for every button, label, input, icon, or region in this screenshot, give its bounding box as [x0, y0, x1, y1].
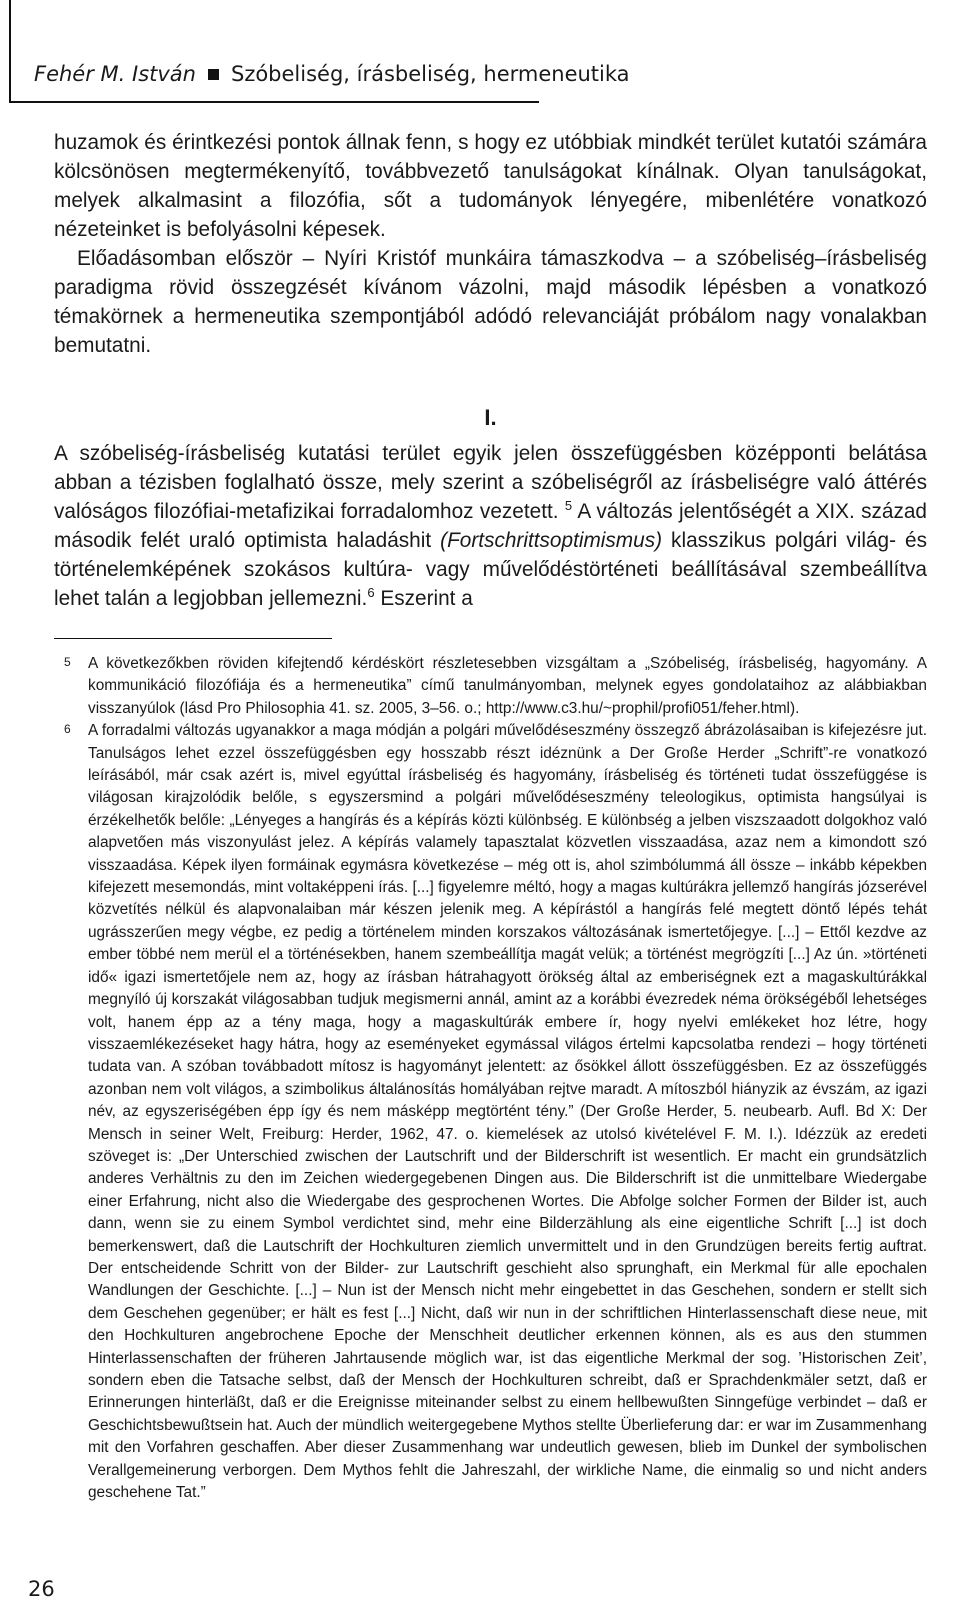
- header-frame-bottom-line: [9, 101, 539, 103]
- main-text: [54, 128, 927, 1504]
- footnote-separator: [54, 638, 332, 639]
- footnote-5: [54, 653, 927, 720]
- square-bullet-icon: [208, 69, 219, 80]
- page-number: 26: [28, 1577, 55, 1601]
- running-head-title: Szóbeliség, írásbeliség, hermeneutika: [230, 62, 630, 86]
- header-frame-left-line: [9, 0, 11, 102]
- body-paragraph-3-part-a: A szóbeliség-írásbeliség kutatási terület egyik jelen összefüggésben középponti belátása abban a tézisben foglalható össze, mely szerint a szóbeliségről az írásbeliségre való áttérés valóságos filozófiai-metafizikai forradalomhoz vezetett.: [54, 442, 927, 523]
- footnote-6: [54, 720, 927, 1504]
- body-paragraph-3-part-b: A változás jelentőségét a XIX. század második felét uraló optimista haladáshit: [54, 500, 927, 552]
- body-paragraph-2: Előadásomban először – Nyíri Kristóf munkáira támaszkodva – a szóbeliség–írásbeliség paradigma rövid összegzését kívánom vázolni, majd második lépésben a vonatkozó témakörnek a hermeneutika szempontjából adódó relevanciáját próbálom nagy vonalakban bemutatni.: [54, 247, 927, 357]
- body-paragraph-3-part-c: klasszikus polgári világ- és történelemképének szokásos kultúra- vagy művelődéstörténeti beállításával szembeállítva lehet talán a legjobban jellemezni.: [54, 529, 927, 610]
- footnote-text: A következőkben röviden kifejtendő kérdéskört részletesebben vizsgáltam a „Szóbeliség, írásbeliség, hagyomány. A kommunikáció filozófiája és a hermeneutika” című tanulmányomban, melynek egyes gondolataihoz az alábbiakban visszanyúlok (lásd Pro Philosophia 41. sz. 2005, 3–56. o.; http://www.c3.hu/~prophil/profi051/feher.html).: [88, 655, 927, 717]
- footnote-ref-5[interactable]: 5: [564, 498, 573, 514]
- body-paragraph-3: [54, 439, 927, 613]
- section-heading-wrap: [54, 405, 927, 431]
- footnote-number: 5: [64, 655, 71, 669]
- body-paragraph-1: huzamok és érintkezési pontok állnak fenn, s hogy ez utóbbiak mindkét terület kutatói számára kölcsönösen megtermékenyítő, továbbvezető tanulságokat kínálnak. Olyan tanulságokat, melyek alkalmasint a filozófia, sőt a tudományok lényegére, mibenlétére vonatkozó nézeteinket is befolyásolni képesek.: [54, 131, 927, 241]
- footnote-ref-6[interactable]: 6: [367, 585, 375, 601]
- footnote-text: A forradalmi változás ugyanakkor a maga módján a polgári művelődéseszmény összegző ábrázolásaiban is kifejezésre jut. Tanulságos lehet ezzel összefüggésben egy hosszabb részt idéznünk a Der Große Herder „Schrift”-re vonatkozó leírásából, már csak azért is, mivel egyúttal írásbeliség és hagyomány, írásbeliség és történeti tudat összefüggése is világosan kirajzolódik belőle, s egyszersmind a polgári művelődéseszmény teleologikus, optimista hangsúlyai is érzékelhetők belőle: „Lényeges a hangírás és a képírás közti különbség. E különbség a jelben viszszaadott dolgokhoz való alapvetően más viszonyulást jelez. A képírás valamely tapasztalat közvetlen visszaadása, azaz nem a kimondott szó visszaadása. Képek ilyen formáinak egymásra következése – még ott is, ahol szimbólummá áll össze – inkább képekben kifejezett mesemondás, mint voltaképpeni írás. [...] figyelemre méltó, hogy a magas kultúrákra jellemző hangírás józserével közvetítés nélkül és alapvonalaiban már készen jelenik meg. A képírástól a hangírás felé megtett döntő lépés tehát ugrásszerűen megy végbe, ez pedig a történelem minden korszakos változásának ismertetőjegye. [...] – Ettől kezdve az ember többé nem merül el a történésekben, hanem szembeállítja magát velük; a történést megrögzíti [...] Az ún. »történeti idő« igazi ismertetőjele nem az, hogy az írásban hátrahagyott örökség által az emberiségnek ezt a magaskultúrákkal megnyíló új korszakát világosabban tudjuk megismerni annál, amint az a korábbi évezredek néma örökségéből lehetséges volt, hanem épp az a tény maga, hogy a magaskultúrák embere ír, hogy nyelvi emlékeket hoz létre, hogy visszaemlékezéseket hagy hátra, hogy az eseményeket egymással világos értelmi kapcsolatba rendezi – hogy történeti tudata van. A szóban továbbadott mítosz is hagyományt jelentett: az ősökkel állott összefüggésben. Ez az összefüggés azonban nem volt világos, a szimbolikus általánosítás homályában rejtve maradt. A mítoszból hiányzik az évszám, az igazi név, az egyszeriségében épp így és nem másképp megtörtént tény.” (Der Große Herder, 5. neubearb. Aufl. Bd X: Der Mensch in seiner Welt, Freiburg: Herder, 1962, 47. o. kiemelések az utolsó kivételével F. M. I.). Idézzük az eredeti szöveget is: „Der Unterschied zwischen der Lautschrift und der Bilderschrift ist wesentlich. Er macht ein grundsätzlich anderes Verhältnis zu den im Zeichen wiedergegebenen Dingen aus. Die Bilderschrift ist die unmittelbare Wiedergabe einer Erfahrung, nicht also die Wiedergabe des gesprochenen Wortes. Die Abfolge solcher Formen der Bilder ist, auch dann, wenn sie zu einem Symbol verdichtet sind, mehr eine Bilderzählung als eine eigentliche Schrift [...] ist doch bemerkenswert, daß die Lautschrift der Hochkulturen ziemlich unvermittelt und in den Grundzügen bereits fertig auftrat. Der entscheidende Schritt von der Bilder- zur Lautschrift geschieht also sprunghaft, ein Merkmal für alle epochalen Wandlungen der Geschichte. [...] – Nun ist der Mensch nicht mehr eingebettet in das Geschehen, sondern er stellt sich dem Geschehen gegenüber; er hält es fest [...] Nicht, daß wir nun in der schriftlichen Hinterlassenschaft diese neue, mit den Hochkulturen angebrochene Epoche der Menschheit deutlicher erkennen können, als es aus den stummen Hinterlassenschaften der früheren Jahrtausende möglich war, ist das eigentliche Merkmal der sog. ’Historischen Zeit’, sondern eben die Tatsache selbst, daß der Mensch der Hochkulturen schreibt, daß er Sprachdenkmäler setzt, daß er Erinnerungen hinterläßt, daß er die Ereignisse miteinander selbst zu einem hellbewußten Sinngefüge verbindet – daß er Geschichtsbewußtsein hat. Auch der mündlich weitergegebene Mythos stellte Überlieferung dar: er war im Zusammenhang mit den Vorfahren geschaffen. Aber dieser Zusammenhang war undeutlich gewesen, blieb im Dunkel der symbolischen Verallgemeinerung verborgen. Dem Mythos fehlt die Jahreszahl, der wirkliche Name, die einmalig so und nicht anders geschehene Tat.”: [88, 722, 927, 1502]
- section-heading: I.: [484, 405, 497, 430]
- footnote-number: 6: [64, 722, 71, 737]
- running-head: [34, 62, 630, 86]
- running-head-author: Fehér M. István: [34, 62, 196, 86]
- body-paragraph-3-part-d: Eszerint a: [374, 587, 473, 610]
- body-paragraph-3-italic: (Fortschrittsoptimismus): [440, 529, 663, 552]
